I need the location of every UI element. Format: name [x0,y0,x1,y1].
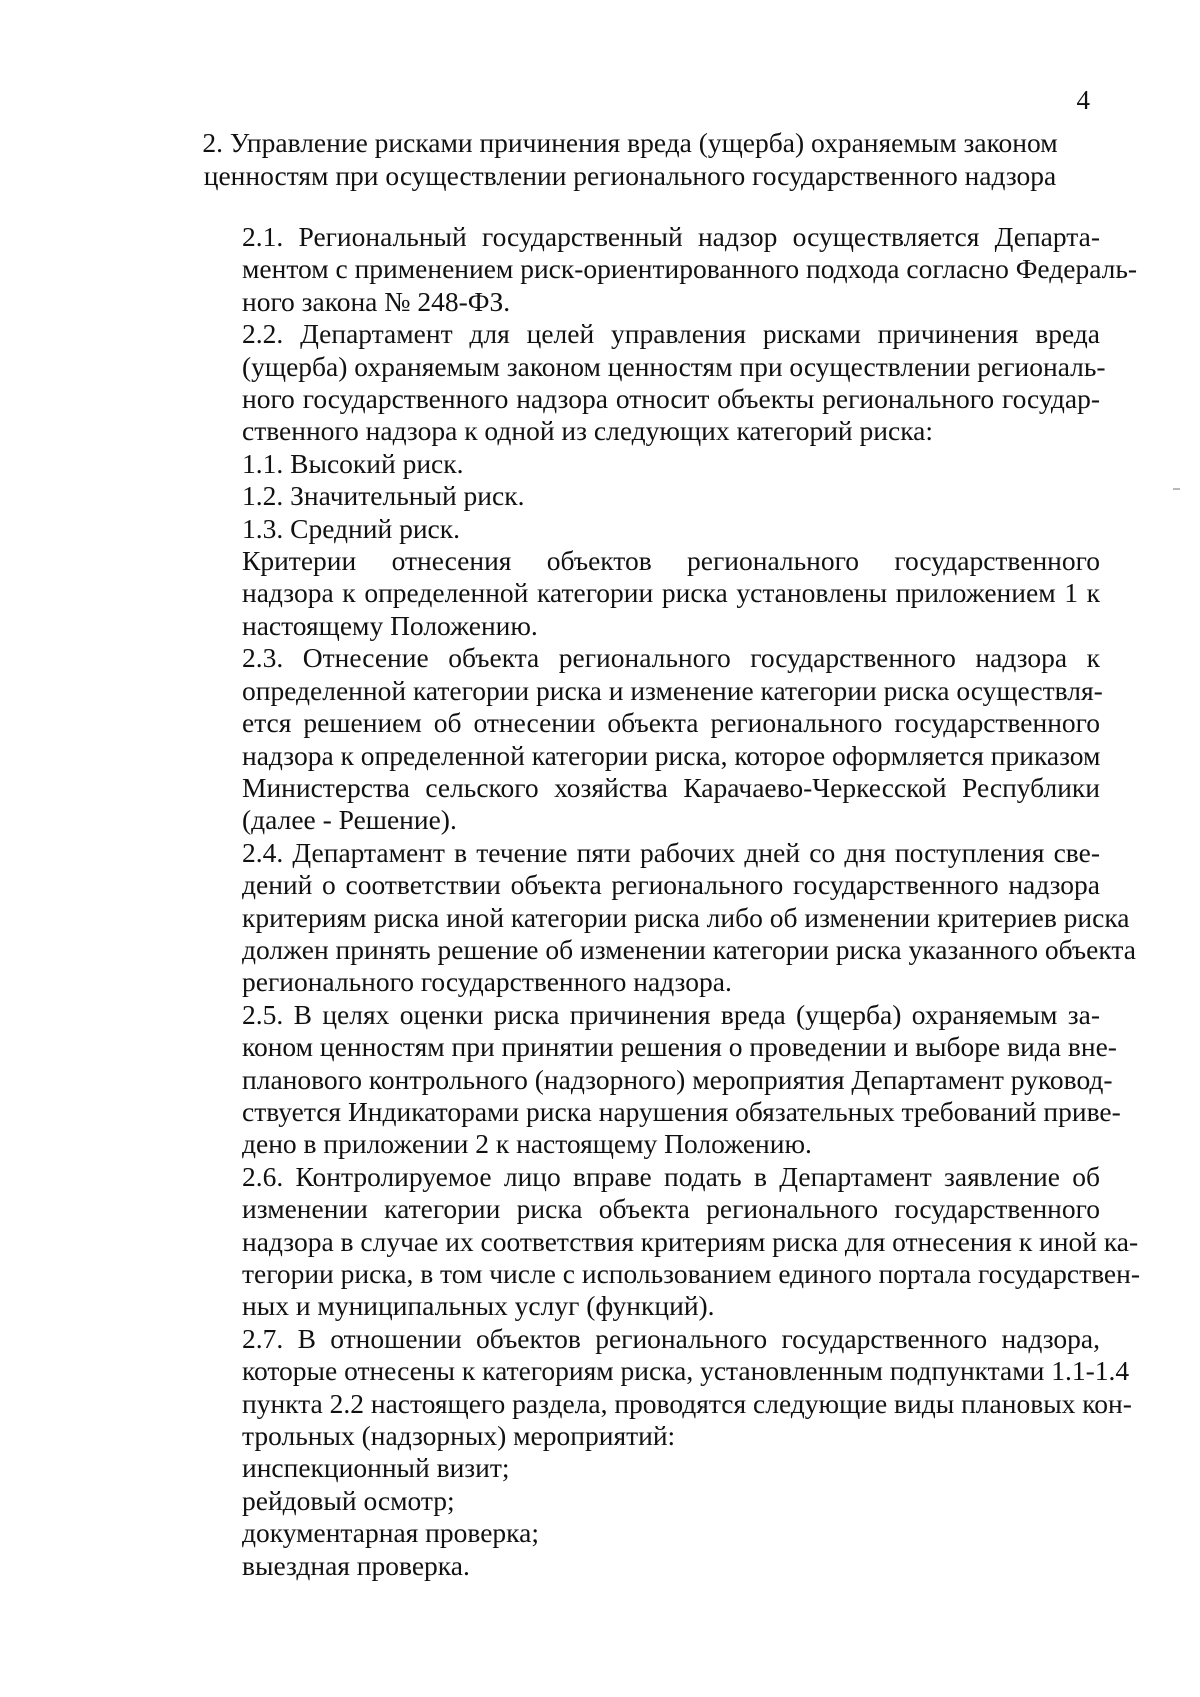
page-number: 4 [1076,85,1090,115]
text-line: (ущерба) охраняемым законом ценностям при осуществлении региональ- [242,350,1106,382]
risk-item-high: 1.1. Высокий риск. [242,447,464,479]
risk-item-significant: 1.2. Значительный риск. [242,480,525,512]
control-type-raid-inspection: рейдовый осмотр; [242,1484,455,1516]
text-line: надзора в случае их соответствия критериям риска для отнесения к иной ка- [242,1225,1139,1257]
paragraph-2-7 [170,1322,1132,1453]
text-line: должен принять решение об изменении категории риска указанного объекта [242,933,1136,965]
text-line: ных и муниципальных услуг (функций). [242,1290,715,1322]
text-line: ственного надзора к одной из следующих категорий риска: [242,415,933,447]
control-type-documentary-check: документарная проверка; [242,1517,539,1549]
paragraph-2-4 [170,836,1136,999]
text-line: 2.4. Департамент в течение пяти рабочих дней со дня поступления све- [242,836,1100,868]
text-line: ментом с применением риск-ориентированного подхода согласно Федераль- [242,253,1138,285]
text-line: 2.3. Отнесение объекта регионального государственного надзора к [242,642,1100,674]
text-line: критериям риска иной категории риска либо об изменении критериев риска [242,901,1130,933]
text-line: определенной категории риска и изменение категории риска осуществля- [242,674,1103,706]
text-line: 2.2. Департамент для целей управления рисками причинения вреда [242,318,1100,350]
text-line: трольных (надзорных) мероприятий: [242,1420,676,1452]
paragraph-2-6 [170,1160,1141,1323]
text-line: коном ценностям при принятии решения о проведении и выборе вида вне- [242,1031,1117,1063]
text-line: (далее - Решение). [242,804,457,836]
paragraph-2-3 [170,642,1103,836]
risk-item-medium: 1.3. Средний риск. [242,512,460,544]
paragraph-2-5 [170,998,1121,1161]
paragraph-2-1 [170,221,1138,318]
scan-artifact-mark [1173,488,1180,490]
text-line: тегории риска, в том числе с использованием единого портала государствен- [242,1258,1141,1289]
text-line: пункта 2.2 настоящего раздела, проводятся следующие виды плановых кон- [242,1387,1132,1419]
paragraph-2-2 [170,318,1106,448]
document-body [170,221,1141,1582]
text-line: дено в приложении 2 к настоящему Положению. [242,1128,812,1160]
text-line: ного закона № 248-ФЗ. [242,285,511,317]
text-line: Критерии отнесения объектов регионального государственного [242,545,1100,577]
text-line: Министерства сельского хозяйства Карачаево-Черкесской Республики [242,771,1100,803]
control-type-onsite-check: выездная проверка. [242,1549,470,1581]
text-line: 2.6. Контролируемое лицо вправе подать в Департамент заявление об [242,1160,1100,1192]
text-line: надзора к определенной категории риска установлены приложением 1 к [242,577,1100,609]
text-line: надзора к определенной категории риска, которое оформляется приказом [242,739,1101,771]
text-line: ного государственного надзора относит объекты регионального государ- [242,383,1100,415]
text-line: которые отнесены к категориям риска, установленным подпунктами 1.1-1.4 [242,1355,1130,1387]
text-line: изменении категории риска объекта регионального государственного [242,1193,1100,1225]
text-line: настоящему Положению. [242,609,538,641]
text-line: 2.7. В отношении объектов регионального государственного надзора, [242,1322,1100,1354]
text-line: 2.5. В целях оценки риска причинения вреда (ущерба) охраняемым за- [242,998,1100,1030]
text-line: дений о соответствии объекта регионального государственного надзора [242,869,1100,901]
control-type-inspection-visit: инспекционный визит; [242,1452,510,1484]
paragraph-criteria [170,545,1100,642]
section-title: 2. Управление рисками причинения вреда (ущерба) охраняемым законом ценностям при осуществлении регионального государственного надзора [202,127,1058,191]
text-line: планового контрольного (надзорного) мероприятия Департамент руковод- [242,1063,1113,1095]
text-line: регионального государственного надзора. [242,966,732,998]
text-line: 2.1. Региональный государственный надзор осуществляется Департа- [242,221,1100,252]
text-line: ствуется Индикаторами риска нарушения обязательных требований приве- [242,1095,1121,1127]
text-line: ется решением об отнесении объекта регионального государственного [242,707,1100,739]
